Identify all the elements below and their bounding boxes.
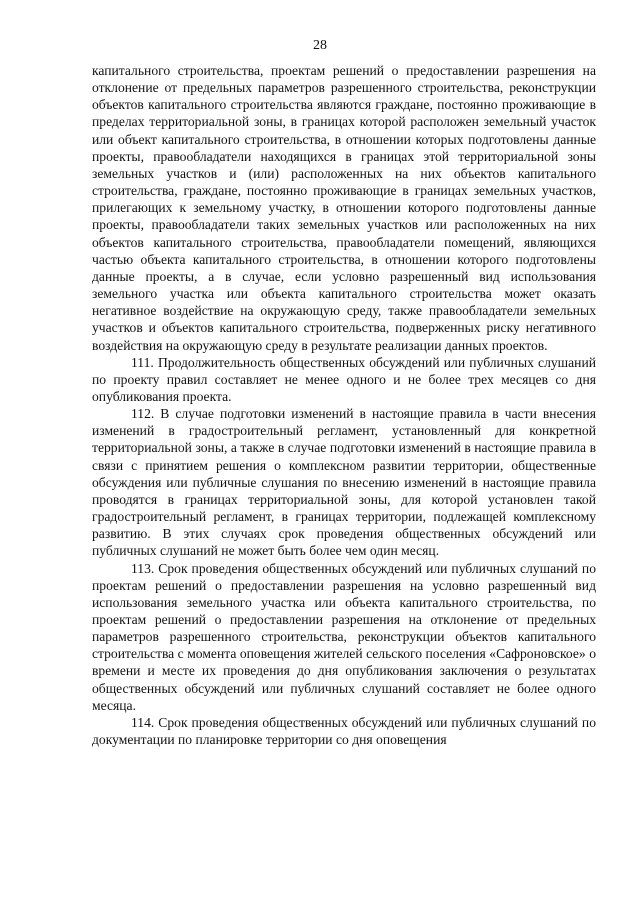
- paragraph-continuation: капитального строительства, проектам решений о предоставлении разрешения на отклонение от предельных параметров разрешенного строительства, реконструкции объектов капитального строительства являются граждане, постоянно проживающие в пределах территориальной зоны, в границах которой расположен земельный участок или объект капитального строительства, в отношении которых подготовлены данные проекты, правообладатели находящихся в границах этой территориальной зоны земельных участков и (или) расположенных на них объектов капитального строительства, граждане, постоянно проживающие в границах земельных участков, прилегающих к земельному участку, в отношении которого подготовлены данные проекты, правообладатели таких земельных участков или расположенных на них объектов капитального строительства, правообладатели помещений, являющихся частью объекта капитального строительства, в отношении которого подготовлены данные проекты, а в случае, если условно разрешенный вид использования земельного участка или объекта капитального строительства может оказать негативное воздействие на окружающую среду, также правообладатели земельных участков и объектов капитального строительства, подверженных риску негативного воздействия на окружающую среду в результате реализации данных проектов.: [92, 63, 596, 353]
- paragraph-111: 111. Продолжительность общественных обсуждений или публичных слушаний по проекту правил составляет не менее одного и не более трех месяцев со дня опубликования проекта.: [92, 354, 596, 404]
- paragraph-113: 113. Срок проведения общественных обсуждений или публичных слушаний по проектам решений о предоставлении разрешения на условно разрешенный вид использования земельного участка или объекта капитального строительства, по проектам решений о предоставлении разрешения на отклонение от предельных параметров разрешенного строительства, реконструкции объектов капитального строительства с момента оповещения жителей сельского поселения «Сафроновское» о времени и месте их проведения до дня опубликования заключения о результатах общественных обсуждений или публичных слушаний составляет не более одного месяца.: [92, 560, 596, 713]
- paragraph-114: 114. Срок проведения общественных обсуждений или публичных слушаний по документации по планировке территории со дня оповещения: [92, 714, 596, 748]
- paragraph-112: 112. В случае подготовки изменений в настоящие правила в части внесения изменений в градостроительный регламент, установленный для конкретной территориальной зоны, а также в случае подготовки изменений в настоящие правила в связи с принятием решения о комплексном развитии территории, общественные обсуждения или публичные слушания по внесению изменений в настоящие правила проводятся в границах территориальной зоны, для которой установлен такой градостроительный регламент, в границах территории, подлежащей комплексному развитию. В этих случаях срок проведения общественных обсуждений или публичных слушаний не может быть более чем один месяц.: [92, 406, 596, 559]
- document-body: [92, 62, 596, 748]
- page-number: 28: [313, 38, 327, 53]
